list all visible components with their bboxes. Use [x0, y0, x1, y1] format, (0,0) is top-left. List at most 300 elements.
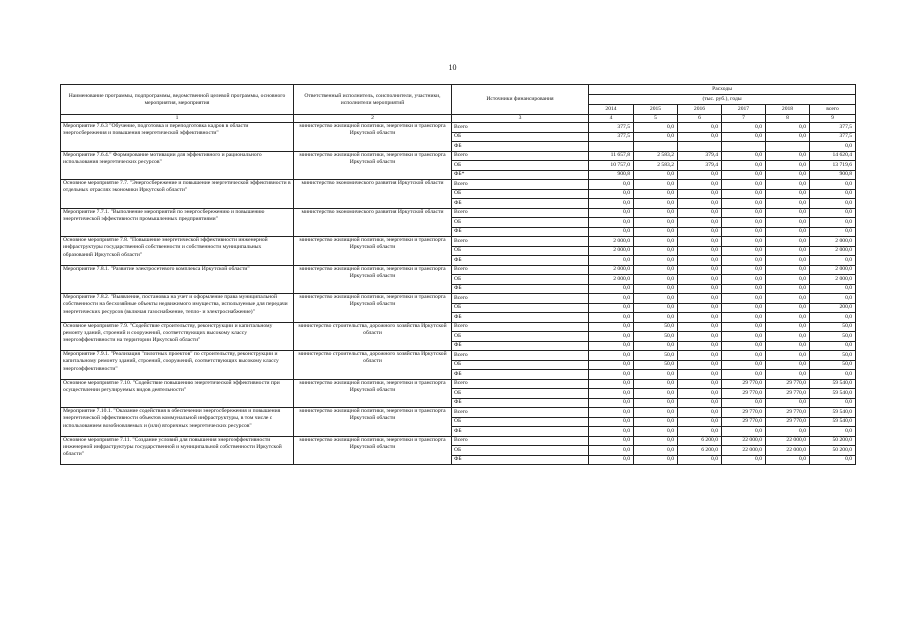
- expense-value: 0,0: [810, 189, 856, 199]
- expense-value: 0,0: [678, 379, 722, 389]
- funding-source: Всего: [452, 351, 589, 361]
- expense-value: 0,0: [678, 332, 722, 342]
- expense-value: 0,0: [678, 417, 722, 427]
- expense-value: 0,0: [634, 341, 678, 351]
- expense-value: 0,0: [722, 180, 766, 190]
- header-year: 2017: [722, 105, 766, 115]
- expense-value: 0,0: [722, 227, 766, 237]
- expense-value: 0,0: [766, 351, 810, 361]
- expense-value: 10 757,0: [589, 161, 634, 171]
- expense-value: 0,0: [678, 408, 722, 418]
- expense-value: 377,5: [810, 123, 856, 133]
- expense-value: 0,0: [634, 199, 678, 209]
- expense-value: 2 000,0: [810, 246, 856, 256]
- expense-value: [678, 142, 722, 152]
- page-number: 10: [448, 63, 457, 72]
- expense-value: 0,0: [589, 351, 634, 361]
- responsible-executor: министерство жилищной политики, энергетики и транспорта Иркутской области: [294, 436, 452, 465]
- expense-value: 0,0: [722, 199, 766, 209]
- expense-value: 0,0: [810, 455, 856, 465]
- expense-value: 59 540,0: [810, 389, 856, 399]
- funding-source: Всего: [452, 123, 589, 133]
- expense-value: 2 000,0: [810, 265, 856, 275]
- activity-name: Основное мероприятие 7.11. "Создание условий для повышения энергоэффективности инженерной инфраструктуры государственной и муниципальной собственности Иркутской области": [61, 436, 294, 465]
- expense-value: 0,0: [589, 389, 634, 399]
- column-index: 7: [722, 115, 766, 123]
- expense-value: 0,0: [634, 275, 678, 285]
- expense-value: 0,0: [678, 189, 722, 199]
- header-year: 2014: [589, 105, 634, 115]
- expense-value: 0,0: [722, 284, 766, 294]
- expense-value: 0,0: [722, 351, 766, 361]
- expense-value: 0,0: [722, 322, 766, 332]
- expense-value: 0,0: [722, 170, 766, 180]
- expense-value: 0,0: [589, 199, 634, 209]
- funding-source: ОБ: [452, 332, 589, 342]
- expense-value: 0,0: [678, 265, 722, 275]
- activity-name: Мероприятие 7.6.3 "Обучение, подготовка и переподготовка кадров в области энергосбережения и повышения энергетической эффективности": [61, 123, 294, 152]
- funding-source: Всего: [452, 237, 589, 247]
- header-source: Источники финансирования: [452, 85, 589, 115]
- expense-value: 379,4: [678, 161, 722, 171]
- funding-source: ОБ: [452, 303, 589, 313]
- expense-value: 0,0: [766, 341, 810, 351]
- expense-value: 0,0: [634, 455, 678, 465]
- expense-value: 29 770,0: [722, 408, 766, 418]
- expense-value: 0,0: [678, 427, 722, 437]
- funding-source: Всего: [452, 208, 589, 218]
- expense-value: 0,0: [766, 208, 810, 218]
- expense-value: 0,0: [810, 199, 856, 209]
- expense-value: 2 000,0: [810, 275, 856, 285]
- expense-value: 0,0: [766, 132, 810, 142]
- expense-value: 0,0: [722, 313, 766, 323]
- table-row: [61, 180, 856, 190]
- expense-value: 0,0: [766, 332, 810, 342]
- header-executor: Ответственный исполнитель, соисполнители, участники, исполнители мероприятий: [294, 85, 452, 115]
- header-year: 2016: [678, 105, 722, 115]
- expense-value: 0,0: [589, 417, 634, 427]
- expense-value: 0,0: [634, 132, 678, 142]
- expense-value: 0,0: [722, 455, 766, 465]
- expense-value: 0,0: [589, 227, 634, 237]
- table-row: [61, 322, 856, 332]
- expense-value: 0,0: [589, 398, 634, 408]
- responsible-executor: министерство жилищной политики, энергетики и транспорта Иркутской области: [294, 237, 452, 266]
- expense-value: 0,0: [766, 398, 810, 408]
- table-row: [61, 379, 856, 389]
- funding-source: ФБ: [452, 142, 589, 152]
- expense-value: 0,0: [766, 218, 810, 228]
- funding-source: ФБ: [452, 341, 589, 351]
- expense-value: 0,0: [634, 370, 678, 380]
- column-index: 5: [634, 115, 678, 123]
- activity-name: Мероприятие 7.8.1. "Развитие электросетевого комплекса Иркутской области": [61, 265, 294, 294]
- funding-source: ФБ: [452, 227, 589, 237]
- expense-value: 0,0: [634, 408, 678, 418]
- expense-value: 0,0: [722, 265, 766, 275]
- header-expenses: Расходы: [589, 85, 856, 95]
- expense-value: 22 000,0: [722, 446, 766, 456]
- expense-value: 0,0: [589, 284, 634, 294]
- column-index: 4: [589, 115, 634, 123]
- expense-value: 0,0: [678, 322, 722, 332]
- funding-source: Всего: [452, 322, 589, 332]
- expense-value: 0,0: [634, 436, 678, 446]
- expense-value: 0,0: [766, 360, 810, 370]
- expense-value: 0,0: [634, 256, 678, 266]
- expense-value: 0,0: [766, 265, 810, 275]
- expense-value: 0,0: [810, 142, 856, 152]
- funding-source: ФБ: [452, 284, 589, 294]
- expense-value: 0,0: [634, 313, 678, 323]
- expense-value: 0,0: [766, 151, 810, 161]
- funding-source: Всего: [452, 294, 589, 304]
- expense-value: 22 000,0: [722, 436, 766, 446]
- expense-value: 0,0: [634, 170, 678, 180]
- expense-value: 0,0: [634, 427, 678, 437]
- expense-value: 0,0: [722, 189, 766, 199]
- expense-value: 0,0: [678, 132, 722, 142]
- expense-value: 0,0: [589, 455, 634, 465]
- funding-source: ФБ: [452, 199, 589, 209]
- table-row: [61, 208, 856, 218]
- expense-value: 0,0: [678, 180, 722, 190]
- activity-name: Основное мероприятие 7.7. "Энергосбережение и повышение энергетической эффективности в отдельных отраслях экономики Иркутской области": [61, 180, 294, 209]
- expense-value: 29 770,0: [722, 379, 766, 389]
- expense-value: 50 200,0: [810, 436, 856, 446]
- expense-value: 0,0: [722, 256, 766, 266]
- expense-value: 22 000,0: [766, 446, 810, 456]
- header-year: 2015: [634, 105, 678, 115]
- expense-value: 0,0: [634, 237, 678, 247]
- expense-value: 6 200,0: [678, 436, 722, 446]
- expense-value: 0,0: [722, 218, 766, 228]
- expense-value: 0,0: [810, 398, 856, 408]
- funding-source: ФБ: [452, 427, 589, 437]
- expense-value: 0,0: [589, 180, 634, 190]
- expense-value: 0,0: [589, 332, 634, 342]
- expense-value: 0,0: [634, 218, 678, 228]
- expense-value: 900,8: [589, 170, 634, 180]
- expense-value: 50 200,0: [810, 446, 856, 456]
- funding-source: ФБ: [452, 313, 589, 323]
- expense-value: 0,0: [766, 294, 810, 304]
- expense-value: 0,0: [634, 446, 678, 456]
- table-row: [61, 351, 856, 361]
- expense-value: 0,0: [589, 427, 634, 437]
- column-index: 6: [678, 115, 722, 123]
- expense-value: 0,0: [766, 199, 810, 209]
- expense-value: 900,8: [810, 170, 856, 180]
- expense-value: 0,0: [766, 370, 810, 380]
- expense-value: 377,5: [810, 132, 856, 142]
- expense-value: 379,4: [678, 151, 722, 161]
- expense-value: 0,0: [678, 455, 722, 465]
- column-index: 3: [452, 115, 589, 123]
- expense-value: 0,0: [634, 389, 678, 399]
- expense-value: 0,0: [722, 303, 766, 313]
- funding-source: Всего: [452, 151, 589, 161]
- expense-value: 6 200,0: [678, 446, 722, 456]
- expense-value: 0,0: [766, 161, 810, 171]
- funding-source: ФБ: [452, 256, 589, 266]
- table-row: [61, 265, 856, 275]
- funding-source: ОБ: [452, 189, 589, 199]
- activity-name: Мероприятие 7.7.1. "Выполнение мероприятий по энергосбережению и повышению энергетической эффективности промышленных предприятиями": [61, 208, 294, 237]
- expense-value: 0,0: [678, 199, 722, 209]
- funding-source: Всего: [452, 180, 589, 190]
- header-year: всего: [810, 105, 856, 115]
- expense-value: 0,0: [589, 341, 634, 351]
- expense-value: 0,0: [810, 180, 856, 190]
- expense-value: 0,0: [722, 132, 766, 142]
- activity-name: Мероприятие 7.9.1. "Реализация "пилотных проектов" по строительству, реконструкции и капитальному ремонту зданий, строений, сооружений, соответствующих высокому классу энергоэффективности": [61, 351, 294, 380]
- expense-value: 29 770,0: [722, 389, 766, 399]
- activity-name: Мероприятие 7.8.2. "Выявление, постановка на учет и оформление права муниципальной собственности на бесхозяйные объекты недвижимого имущества, используемые для передачи энергетических ресурсов (включая газоснабжение, тепло- и электроснабжение)": [61, 294, 294, 323]
- expense-value: 0,0: [678, 218, 722, 228]
- expense-value: 0,0: [766, 246, 810, 256]
- column-index: 2: [294, 115, 452, 123]
- expense-value: 50,0: [634, 322, 678, 332]
- expense-value: 0,0: [634, 208, 678, 218]
- expense-value: 0,0: [722, 123, 766, 133]
- funding-source: Всего: [452, 379, 589, 389]
- expense-value: 0,0: [678, 360, 722, 370]
- expense-value: 0,0: [766, 313, 810, 323]
- expense-value: 0,0: [589, 189, 634, 199]
- expense-value: 0,0: [678, 351, 722, 361]
- expense-value: 29 770,0: [722, 417, 766, 427]
- expense-value: 0,0: [722, 360, 766, 370]
- expense-value: 0,0: [766, 455, 810, 465]
- column-index: 9: [810, 115, 856, 123]
- responsible-executor: министерство экономического развития Иркутской области: [294, 180, 452, 209]
- responsible-executor: министерство жилищной политики, энергетики и транспорта Иркутской области: [294, 151, 452, 180]
- responsible-executor: министерство экономического развития Иркутской области: [294, 208, 452, 237]
- expense-value: 0,0: [634, 294, 678, 304]
- funding-source: ФБ: [452, 370, 589, 380]
- expense-value: 0,0: [722, 246, 766, 256]
- expense-value: 50,0: [810, 332, 856, 342]
- expense-value: 50,0: [810, 360, 856, 370]
- expense-value: 0,0: [589, 256, 634, 266]
- expense-value: 0,0: [634, 189, 678, 199]
- expense-value: 2 000,0: [589, 275, 634, 285]
- expense-value: 50,0: [810, 351, 856, 361]
- expense-value: 0,0: [810, 284, 856, 294]
- expense-value: 0,0: [766, 189, 810, 199]
- expense-value: 0,0: [766, 284, 810, 294]
- expense-value: 0,0: [766, 180, 810, 190]
- expense-value: 0,0: [589, 360, 634, 370]
- funding-source: ФБ*: [452, 170, 589, 180]
- funding-source: Всего: [452, 408, 589, 418]
- funding-source: ОБ: [452, 389, 589, 399]
- expense-value: 29 770,0: [766, 389, 810, 399]
- funding-source: Всего: [452, 265, 589, 275]
- expense-value: 50,0: [634, 351, 678, 361]
- expense-value: 0,0: [678, 303, 722, 313]
- expense-value: 0,0: [722, 275, 766, 285]
- expense-value: 2 583,2: [634, 161, 678, 171]
- expense-value: 0,0: [634, 398, 678, 408]
- expense-value: 0,0: [810, 208, 856, 218]
- expense-value: 2 000,0: [810, 237, 856, 247]
- expense-value: 0,0: [766, 123, 810, 133]
- expense-value: 0,0: [634, 227, 678, 237]
- expense-value: 0,0: [634, 417, 678, 427]
- expense-value: 0,0: [678, 294, 722, 304]
- expense-value: 0,0: [634, 180, 678, 190]
- expense-value: 0,0: [589, 313, 634, 323]
- expense-value: 0,0: [678, 237, 722, 247]
- table-row: [61, 237, 856, 247]
- funding-source: ОБ: [452, 246, 589, 256]
- funding-source: ОБ: [452, 132, 589, 142]
- funding-source: ОБ: [452, 417, 589, 427]
- expense-value: [589, 142, 634, 152]
- expense-value: 0,0: [722, 208, 766, 218]
- expense-value: 0,0: [589, 218, 634, 228]
- responsible-executor: министерство жилищной политики, энергетики и транспорта Иркутской области: [294, 408, 452, 437]
- expense-value: 0,0: [810, 218, 856, 228]
- responsible-executor: министерство строительства, дорожного хозяйства Иркутской области: [294, 322, 452, 351]
- expense-value: 0,0: [810, 313, 856, 323]
- responsible-executor: министерство жилищной политики, энергетики и транспорта Иркутской области: [294, 294, 452, 323]
- expense-value: 0,0: [678, 341, 722, 351]
- responsible-executor: министерство жилищной политики, энергетики и транспорта Иркутской области: [294, 379, 452, 408]
- expense-value: 0,0: [634, 284, 678, 294]
- expense-value: 0,0: [766, 275, 810, 285]
- header-year: 2018: [766, 105, 810, 115]
- expense-value: 13 719,6: [810, 161, 856, 171]
- expense-value: 0,0: [722, 151, 766, 161]
- expense-value: 0,0: [678, 246, 722, 256]
- header-name: Наименование программы, подпрограммы, ведомственной целевой программы, основного мероприятия, мероприятия: [61, 85, 294, 115]
- expense-value: 0,0: [722, 332, 766, 342]
- expense-value: 0,0: [589, 436, 634, 446]
- expense-value: 0,0: [678, 389, 722, 399]
- expense-value: 29 770,0: [766, 408, 810, 418]
- expense-value: 0,0: [722, 237, 766, 247]
- expense-value: 0,0: [678, 398, 722, 408]
- expense-value: 0,0: [810, 427, 856, 437]
- expense-value: 377,5: [589, 132, 634, 142]
- funding-source: ФБ: [452, 398, 589, 408]
- expense-value: 0,0: [722, 294, 766, 304]
- activity-name: Основное мероприятие 7.9. "Содействие строительству, реконструкции и капитальному ремонту зданий, строений и сооружений, соответствующих высокому классу энергоэффективности на территории Иркутской области": [61, 322, 294, 351]
- budget-table: [60, 84, 856, 465]
- expense-value: 59 540,0: [810, 417, 856, 427]
- expense-value: 11 657,8: [589, 151, 634, 161]
- activity-name: Основное мероприятие 7.10. "Содействие повышению энергетической эффективности при осуществлении регулируемых видов деятельности": [61, 379, 294, 408]
- expense-value: 0,0: [722, 398, 766, 408]
- expense-value: 0,0: [722, 161, 766, 171]
- table-row: [61, 436, 856, 446]
- expense-value: 0,0: [589, 379, 634, 389]
- expense-value: 29 770,0: [766, 379, 810, 389]
- expense-value: 0,0: [766, 237, 810, 247]
- activity-name: Мероприятие 7.6.4." Формирование мотивации для эффективного и рационального использования энергетических ресурсов": [61, 151, 294, 180]
- column-index: 8: [766, 115, 810, 123]
- table-row: [61, 123, 856, 133]
- funding-source: ОБ: [452, 161, 589, 171]
- table-row: [61, 294, 856, 304]
- expense-value: [766, 142, 810, 152]
- funding-source: ОБ: [452, 360, 589, 370]
- expense-value: 0,0: [634, 265, 678, 275]
- funding-source: ОБ: [452, 446, 589, 456]
- expense-value: 0,0: [678, 275, 722, 285]
- table-row: [61, 151, 856, 161]
- column-index: 1: [61, 115, 294, 123]
- expense-value: 0,0: [766, 170, 810, 180]
- expense-value: 2 583,2: [634, 151, 678, 161]
- expense-value: 0,0: [678, 284, 722, 294]
- responsible-executor: министерство жилищной политики, энергетики и транспорта Иркутской области: [294, 123, 452, 152]
- expense-value: 0,0: [766, 256, 810, 266]
- header-units: (тыс. руб.), годы: [589, 95, 856, 105]
- expense-value: 0,0: [766, 427, 810, 437]
- expense-value: 2 000,0: [589, 265, 634, 275]
- expense-value: 0,0: [678, 256, 722, 266]
- expense-value: 50,0: [810, 322, 856, 332]
- expense-value: 0,0: [766, 322, 810, 332]
- funding-source: ОБ: [452, 275, 589, 285]
- expense-value: 0,0: [589, 303, 634, 313]
- expense-value: 0,0: [766, 303, 810, 313]
- expense-value: 0,0: [634, 123, 678, 133]
- expense-value: 0,0: [678, 208, 722, 218]
- responsible-executor: министерство строительства, дорожного хозяйства Иркутской области: [294, 351, 452, 380]
- activity-name: Основное мероприятие 7.8. "Повышение энергетической эффективности инженерной инфраструктуры государственной собственности и собственности муниципальных образований Иркутской области": [61, 237, 294, 266]
- expense-value: 0,0: [678, 370, 722, 380]
- responsible-executor: министерство жилищной политики, энергетики и транспорта Иркутской области: [294, 265, 452, 294]
- expense-value: 22 000,0: [766, 436, 810, 446]
- expense-value: 29 770,0: [766, 417, 810, 427]
- expense-value: 0,0: [678, 313, 722, 323]
- expense-value: 0,0: [766, 227, 810, 237]
- expense-value: 14 620,4: [810, 151, 856, 161]
- expense-value: 0,0: [810, 370, 856, 380]
- funding-source: ФБ: [452, 455, 589, 465]
- expense-value: 2 000,0: [589, 246, 634, 256]
- expense-value: 0,0: [589, 446, 634, 456]
- expense-value: 0,0: [810, 227, 856, 237]
- expense-value: 0,0: [678, 170, 722, 180]
- expense-value: 377,5: [589, 123, 634, 133]
- expense-value: 0,0: [722, 370, 766, 380]
- expense-value: 2 000,0: [589, 237, 634, 247]
- expense-value: 0,0: [589, 370, 634, 380]
- funding-source: Всего: [452, 436, 589, 446]
- expense-value: 0,0: [810, 294, 856, 304]
- expense-value: 0,0: [589, 294, 634, 304]
- expense-value: 0,0: [722, 427, 766, 437]
- activity-name: Мероприятие 7.10.1. "Оказание содействия в обеспечении энергосбережения и повышения энергетической эффективности объектов коммунальной инфраструктуры, в том числе с использованием возобновляемых и (или) вторичных энергетических ресурсов": [61, 408, 294, 437]
- expense-value: 0,0: [634, 303, 678, 313]
- expense-value: 50,0: [634, 332, 678, 342]
- expense-value: 0,0: [678, 123, 722, 133]
- funding-source: ОБ: [452, 218, 589, 228]
- expense-value: 59 540,0: [810, 379, 856, 389]
- table-row: [61, 408, 856, 418]
- expense-value: 200,0: [810, 303, 856, 313]
- expense-value: [722, 142, 766, 152]
- expense-value: [634, 142, 678, 152]
- expense-value: 59 540,0: [810, 408, 856, 418]
